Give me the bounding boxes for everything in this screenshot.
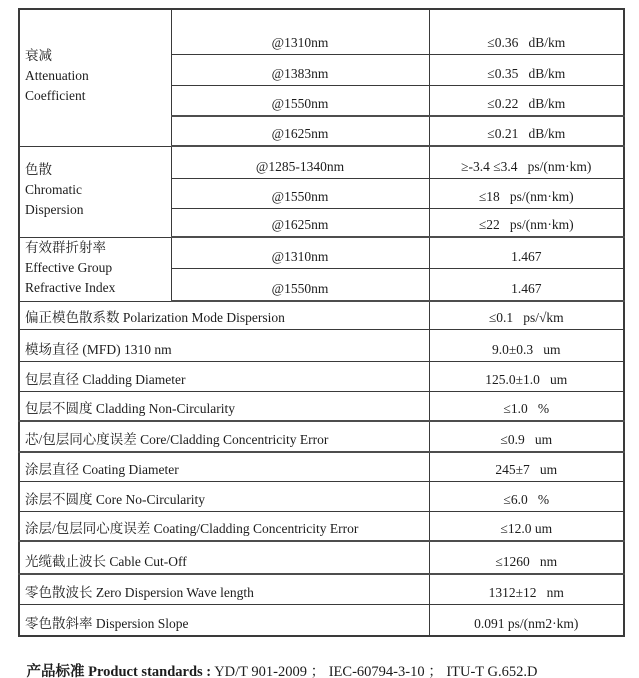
attenuation-group-label-cell bbox=[19, 9, 171, 146]
value-cell: ≤18 ps/(nm·km) bbox=[429, 178, 624, 208]
parameter-label-cell: 零色散波长 Zero Dispersion Wave length bbox=[19, 574, 429, 604]
value-cell: ≤22 ps/(nm·km) bbox=[429, 208, 624, 237]
table-row bbox=[19, 9, 624, 54]
value-cell: ≤0.22 dB/km bbox=[429, 85, 624, 116]
table-row bbox=[19, 604, 624, 636]
group-label-line-en: Effective Group bbox=[25, 259, 113, 275]
value-cell: 0.091 ps/(nm2·km) bbox=[429, 604, 624, 636]
product-standards-values: YD/T 901-2009 ； IEC-60794-3-10 ； ITU-T G.652.D bbox=[211, 664, 538, 678]
group-label-line-zh: 衰减 bbox=[25, 48, 52, 64]
condition-cell: @1625nm bbox=[171, 208, 429, 237]
condition-cell: @1285-1340nm bbox=[171, 146, 429, 178]
parameter-label-cell: 模场直径 (MFD) 1310 nm bbox=[19, 329, 429, 361]
value-cell: ≤1260 nm bbox=[429, 541, 624, 574]
table-row bbox=[19, 481, 624, 511]
value-cell: ≤12.0 um bbox=[429, 511, 624, 541]
value-cell: 1.467 bbox=[429, 268, 624, 301]
value-cell: ≤0.21 dB/km bbox=[429, 116, 624, 146]
table-row bbox=[19, 237, 624, 268]
parameter-label-cell: 包层直径 Cladding Diameter bbox=[19, 361, 429, 391]
table-row bbox=[19, 146, 624, 178]
parameter-label-cell: 涂层/包层同心度误差 Coating/Cladding Concentricity Error bbox=[19, 511, 429, 541]
condition-cell: @1383nm bbox=[171, 54, 429, 85]
group-label-line-en: Attenuation bbox=[25, 68, 89, 84]
condition-cell: @1550nm bbox=[171, 268, 429, 301]
condition-cell: @1625nm bbox=[171, 116, 429, 146]
value-cell: ≤6.0 % bbox=[429, 481, 624, 511]
condition-cell: @1310nm bbox=[171, 237, 429, 268]
parameter-label-cell: 偏正模色散系数 Polarization Mode Dispersion bbox=[19, 301, 429, 329]
fiber-specifications-table bbox=[18, 8, 625, 637]
value-cell: ≤1.0 % bbox=[429, 391, 624, 421]
group-label-line-zh: 有效群折射率 bbox=[25, 239, 106, 255]
group-label-line-en: Coefficient bbox=[25, 88, 86, 104]
table-row bbox=[19, 329, 624, 361]
condition-cell: @1550nm bbox=[171, 85, 429, 116]
refractive-index-group-label-cell bbox=[19, 237, 171, 301]
table-row bbox=[19, 452, 624, 481]
table-row bbox=[19, 511, 624, 541]
chromatic-dispersion-group-label-cell bbox=[19, 146, 171, 237]
table-row bbox=[19, 391, 624, 421]
value-cell: 1312±12 nm bbox=[429, 574, 624, 604]
table-row bbox=[19, 361, 624, 391]
value-cell: 245±7 um bbox=[429, 452, 624, 481]
product-standards-line bbox=[12, 643, 537, 678]
value-cell: ≤0.36 dB/km bbox=[429, 9, 624, 54]
table-row bbox=[19, 541, 624, 574]
value-cell: ≤0.35 dB/km bbox=[429, 54, 624, 85]
parameter-label-cell: 包层不圆度 Cladding Non-Circularity bbox=[19, 391, 429, 421]
value-cell: ≤0.9 um bbox=[429, 421, 624, 452]
parameter-label-cell: 零色散斜率 Dispersion Slope bbox=[19, 604, 429, 636]
value-cell: 1.467 bbox=[429, 237, 624, 268]
parameter-label-cell: 光缆截止波长 Cable Cut-Off bbox=[19, 541, 429, 574]
group-label-line-en: Refractive Index bbox=[25, 279, 116, 295]
product-standards-label: 产品标准 Product standards : bbox=[26, 664, 212, 678]
table-row bbox=[19, 301, 624, 329]
group-label-line-zh: 色散 bbox=[25, 162, 52, 177]
condition-cell: @1310nm bbox=[171, 9, 429, 54]
parameter-label-cell: 涂层不圆度 Core No-Circularity bbox=[19, 481, 429, 511]
table-row bbox=[19, 574, 624, 604]
group-label-line-en: Chromatic bbox=[25, 182, 82, 197]
parameter-label-cell: 芯/包层同心度误差 Core/Cladding Concentricity Error bbox=[19, 421, 429, 452]
value-cell: 9.0±0.3 um bbox=[429, 329, 624, 361]
value-cell: ≤0.1 ps/√km bbox=[429, 301, 624, 329]
value-cell: 125.0±1.0 um bbox=[429, 361, 624, 391]
value-cell: ≥-3.4 ≤3.4 ps/(nm·km) bbox=[429, 146, 624, 178]
group-label-line-en: Dispersion bbox=[25, 202, 84, 217]
condition-cell: @1550nm bbox=[171, 178, 429, 208]
table-row bbox=[19, 421, 624, 452]
parameter-label-cell: 涂层直径 Coating Diameter bbox=[19, 452, 429, 481]
